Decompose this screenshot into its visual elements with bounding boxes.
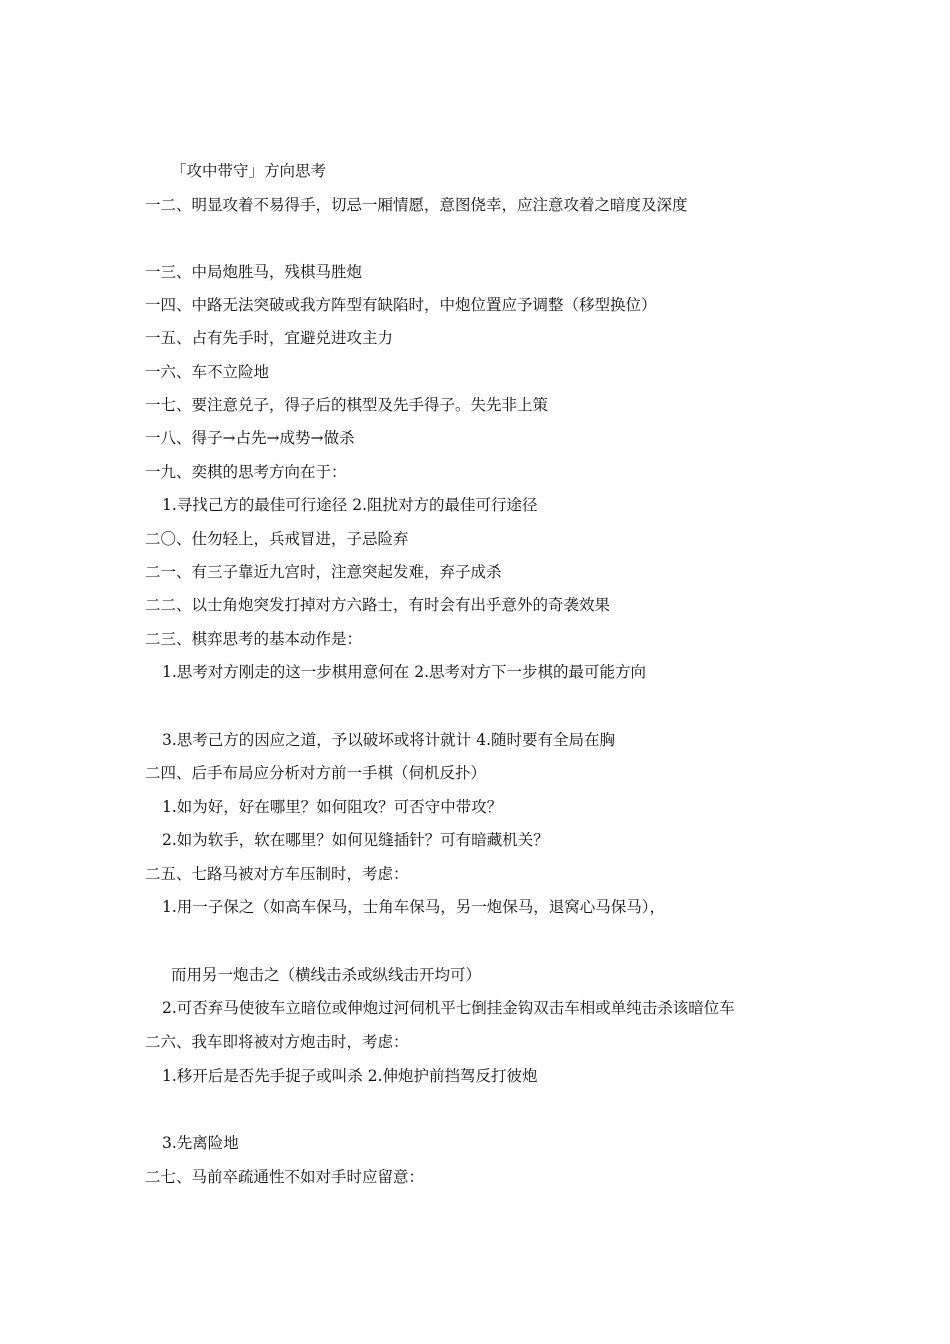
rule-19: 一九、奕棋的思考方向在于：: [145, 463, 347, 481]
rule-24-item-2: 2.如为软手，软在哪里？如何见缝插针？可有暗藏机关？: [162, 831, 549, 849]
rule-13: 一三、中局炮胜马，残棋马胜炮: [145, 263, 363, 281]
rule-25-item-2: 2.可否弃马使彼车立暗位或伸炮过河伺机平七倒挂金钩双击车相或单纯击杀该暗位车: [162, 999, 735, 1017]
rule-14: 一四、中路无法突破或我方阵型有缺陷时，中炮位置应予调整（移型换位）: [145, 296, 657, 314]
rule-23-items-b: 3.思考己方的因应之道，予以破坏或将计就计 4.随时要有全局在胸: [162, 731, 616, 749]
rule-23: 二三、棋弈思考的基本动作是：: [145, 630, 363, 648]
rule-26: 二六、我车即将被对方炮击时，考虑：: [145, 1033, 409, 1051]
rule-26-items-a: 1.移开后是否先手捉子或叫杀 2.伸炮护前挡驾反打彼炮: [162, 1067, 538, 1085]
rule-24-item-1: 1.如为好，好在哪里？如何阻攻？可否守中带攻？: [162, 798, 503, 816]
section-heading: 「攻中带守」方向思考: [171, 162, 327, 180]
rule-21: 二一、有三子靠近九宫时，注意突起发难，弃子成杀: [145, 563, 502, 581]
rule-22: 二二、以士角炮突发打掉对方六路士，有时会有出乎意外的奇袭效果: [145, 596, 611, 614]
rule-12: 一二、明显攻着不易得手，切忌一厢情愿，意图侥幸，应注意攻着之暗度及深度: [145, 196, 688, 214]
rule-20: 二〇、仕勿轻上，兵戒冒进，子忌险弃: [145, 530, 409, 548]
rule-25: 二五、七路马被对方车压制时，考虑：: [145, 865, 409, 883]
rule-15: 一五、占有先手时，宜避兑进攻主力: [145, 329, 394, 347]
rule-17: 一七、要注意兑子，得子后的棋型及先手得子。失先非上策: [145, 396, 549, 414]
rule-24: 二四、后手布局应分析对方前一手棋（伺机反扑）: [145, 764, 487, 782]
rule-18: 一八、得子→占先→成势→做杀: [145, 429, 355, 447]
rule-19-items: 1.寻找己方的最佳可行途径 2.阻扰对方的最佳可行途径: [162, 496, 538, 514]
rule-26-items-b: 3.先离险地: [162, 1134, 239, 1152]
rule-16: 一六、车不立险地: [145, 363, 270, 381]
rule-25-item-1: 1.用一子保之（如高车保马，士角车保马，另一炮保马，退窝心马保马），: [162, 898, 666, 916]
rule-25-item-1-cont: 而用另一炮击之（横线击杀或纵线击开均可）: [171, 966, 482, 984]
rule-27: 二七、马前卒疏通性不如对手时应留意：: [145, 1168, 425, 1186]
rule-23-items-a: 1.思考对方刚走的这一步棋用意何在 2.思考对方下一步棋的最可能方向: [162, 663, 647, 681]
